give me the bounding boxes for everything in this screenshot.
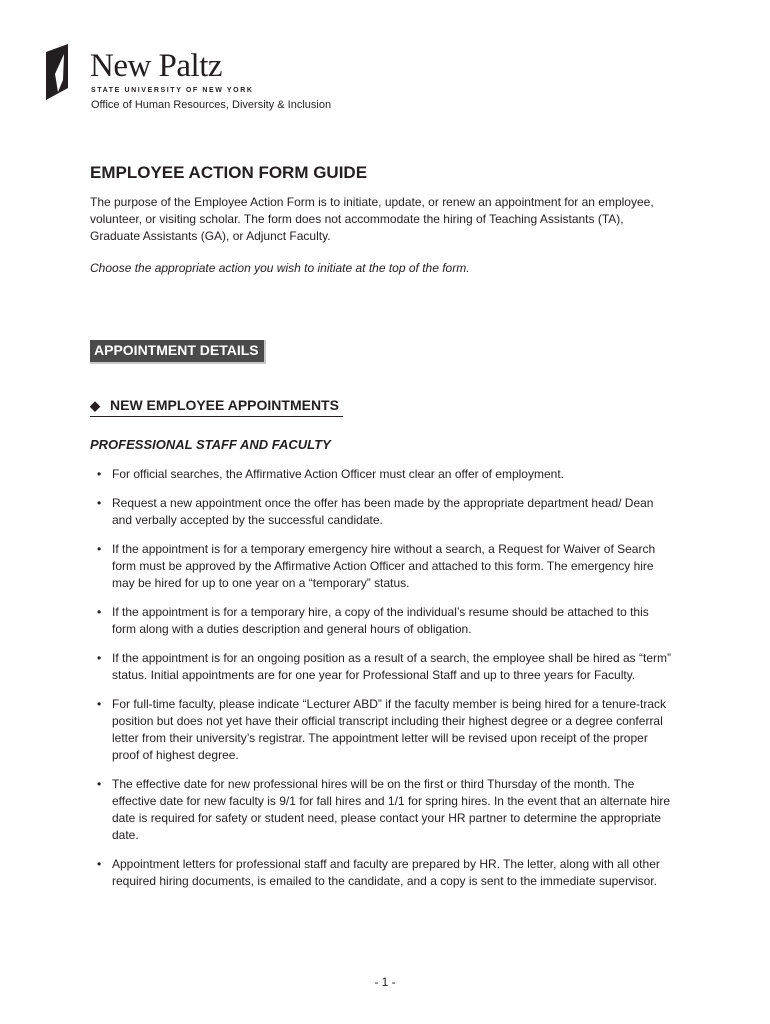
intro-paragraph: The purpose of the Employee Action Form is to initiate, update, or renew an appointment for an employee, volunteer, or visiting scholar. The form does not accommodate the hiring of Teaching Assistants (TA), Graduate Assistants (GA), or Adjunct Faculty. — [90, 195, 654, 243]
list-item-text: If the appointment is for a temporary hire, a copy of the individual’s resume should be attached to this form along with a duties description and general hours of obligation. — [112, 605, 649, 636]
list-item-text: For official searches, the Affirmative Action Officer must clear an offer of employment. — [112, 467, 564, 481]
list-item-text: The effective date for new professional hires will be on the first or third Thursday of the month. The effective date for new faculty is 9/1 for fall hires and 1/1 for spring hires. In the event that an alternate hire date is required for safety or student need, please contact your HR partner to determine the appropriate date. — [112, 777, 671, 842]
list-item — [96, 856, 676, 890]
list-item-text: Appointment letters for professional staff and faculty are prepared by HR. The letter, along with all other required hiring documents, is emailed to the candidate, and a copy is sent to the immediate supervisor. — [112, 857, 660, 888]
list-item-text: If the appointment is for an ongoing position as a result of a search, the employee shall be hired as “term” status. Initial appointments are for one year for Professional Staff and up to three years for Faculty. — [112, 651, 671, 682]
list-item-text: If the appointment is for a temporary emergency hire without a search, a Request for Waiver of Search form must be approved by the Affirmative Action Officer and attached to this form. The emergency hire may be hired for up to one year on a “temporary” status. — [112, 542, 656, 590]
logo-subtitle: STATE UNIVERSITY OF NEW YORK — [91, 87, 254, 94]
list-item — [96, 466, 676, 483]
bullet-icon: • — [97, 542, 102, 556]
office-name: Office of Human Resources, Diversity & Inclusion — [91, 99, 332, 111]
list-item-text: Request a new appointment once the offer has been made by the appropriate department head/ Dean and verbally accepted by the successful candidate. — [112, 496, 654, 527]
subsection-heading — [90, 396, 343, 417]
bullet-icon: • — [97, 651, 102, 665]
page-number: - 1 - — [374, 975, 396, 989]
bullet-list — [96, 466, 676, 902]
bullet-icon: • — [97, 857, 102, 871]
instruction-text: Choose the appropriate action you wish to initiate at the top of the form. — [90, 261, 470, 275]
subheading: PROFESSIONAL STAFF AND FACULTY — [90, 437, 331, 452]
bullet-icon: • — [97, 777, 102, 791]
logo-mark-icon — [46, 44, 80, 100]
section-header: APPOINTMENT DETAILS — [90, 340, 266, 364]
bullet-icon: • — [97, 697, 102, 711]
list-item — [96, 696, 676, 764]
list-item — [96, 541, 676, 592]
logo-wordmark: New Paltz — [90, 48, 223, 84]
list-item — [96, 776, 676, 844]
bullet-icon: • — [97, 467, 102, 481]
list-item — [96, 604, 676, 638]
page-title: EMPLOYEE ACTION FORM GUIDE — [90, 163, 368, 182]
bullet-icon: • — [97, 496, 102, 510]
list-item — [96, 495, 676, 529]
list-item-text: For full-time faculty, please indicate “Lecturer ABD” if the faculty member is being hired for a tenure-track position but does not yet have their official transcript including their highest degree or a degree conferral letter from their university’s registrar. The appointment letter will be revised upon receipt of the proper proof of highest degree. — [112, 697, 667, 762]
list-item — [96, 650, 676, 684]
subsection-label: NEW EMPLOYEE APPOINTMENTS — [110, 397, 339, 413]
diamond-icon: ◆ — [90, 398, 100, 413]
bullet-icon: • — [97, 605, 102, 619]
